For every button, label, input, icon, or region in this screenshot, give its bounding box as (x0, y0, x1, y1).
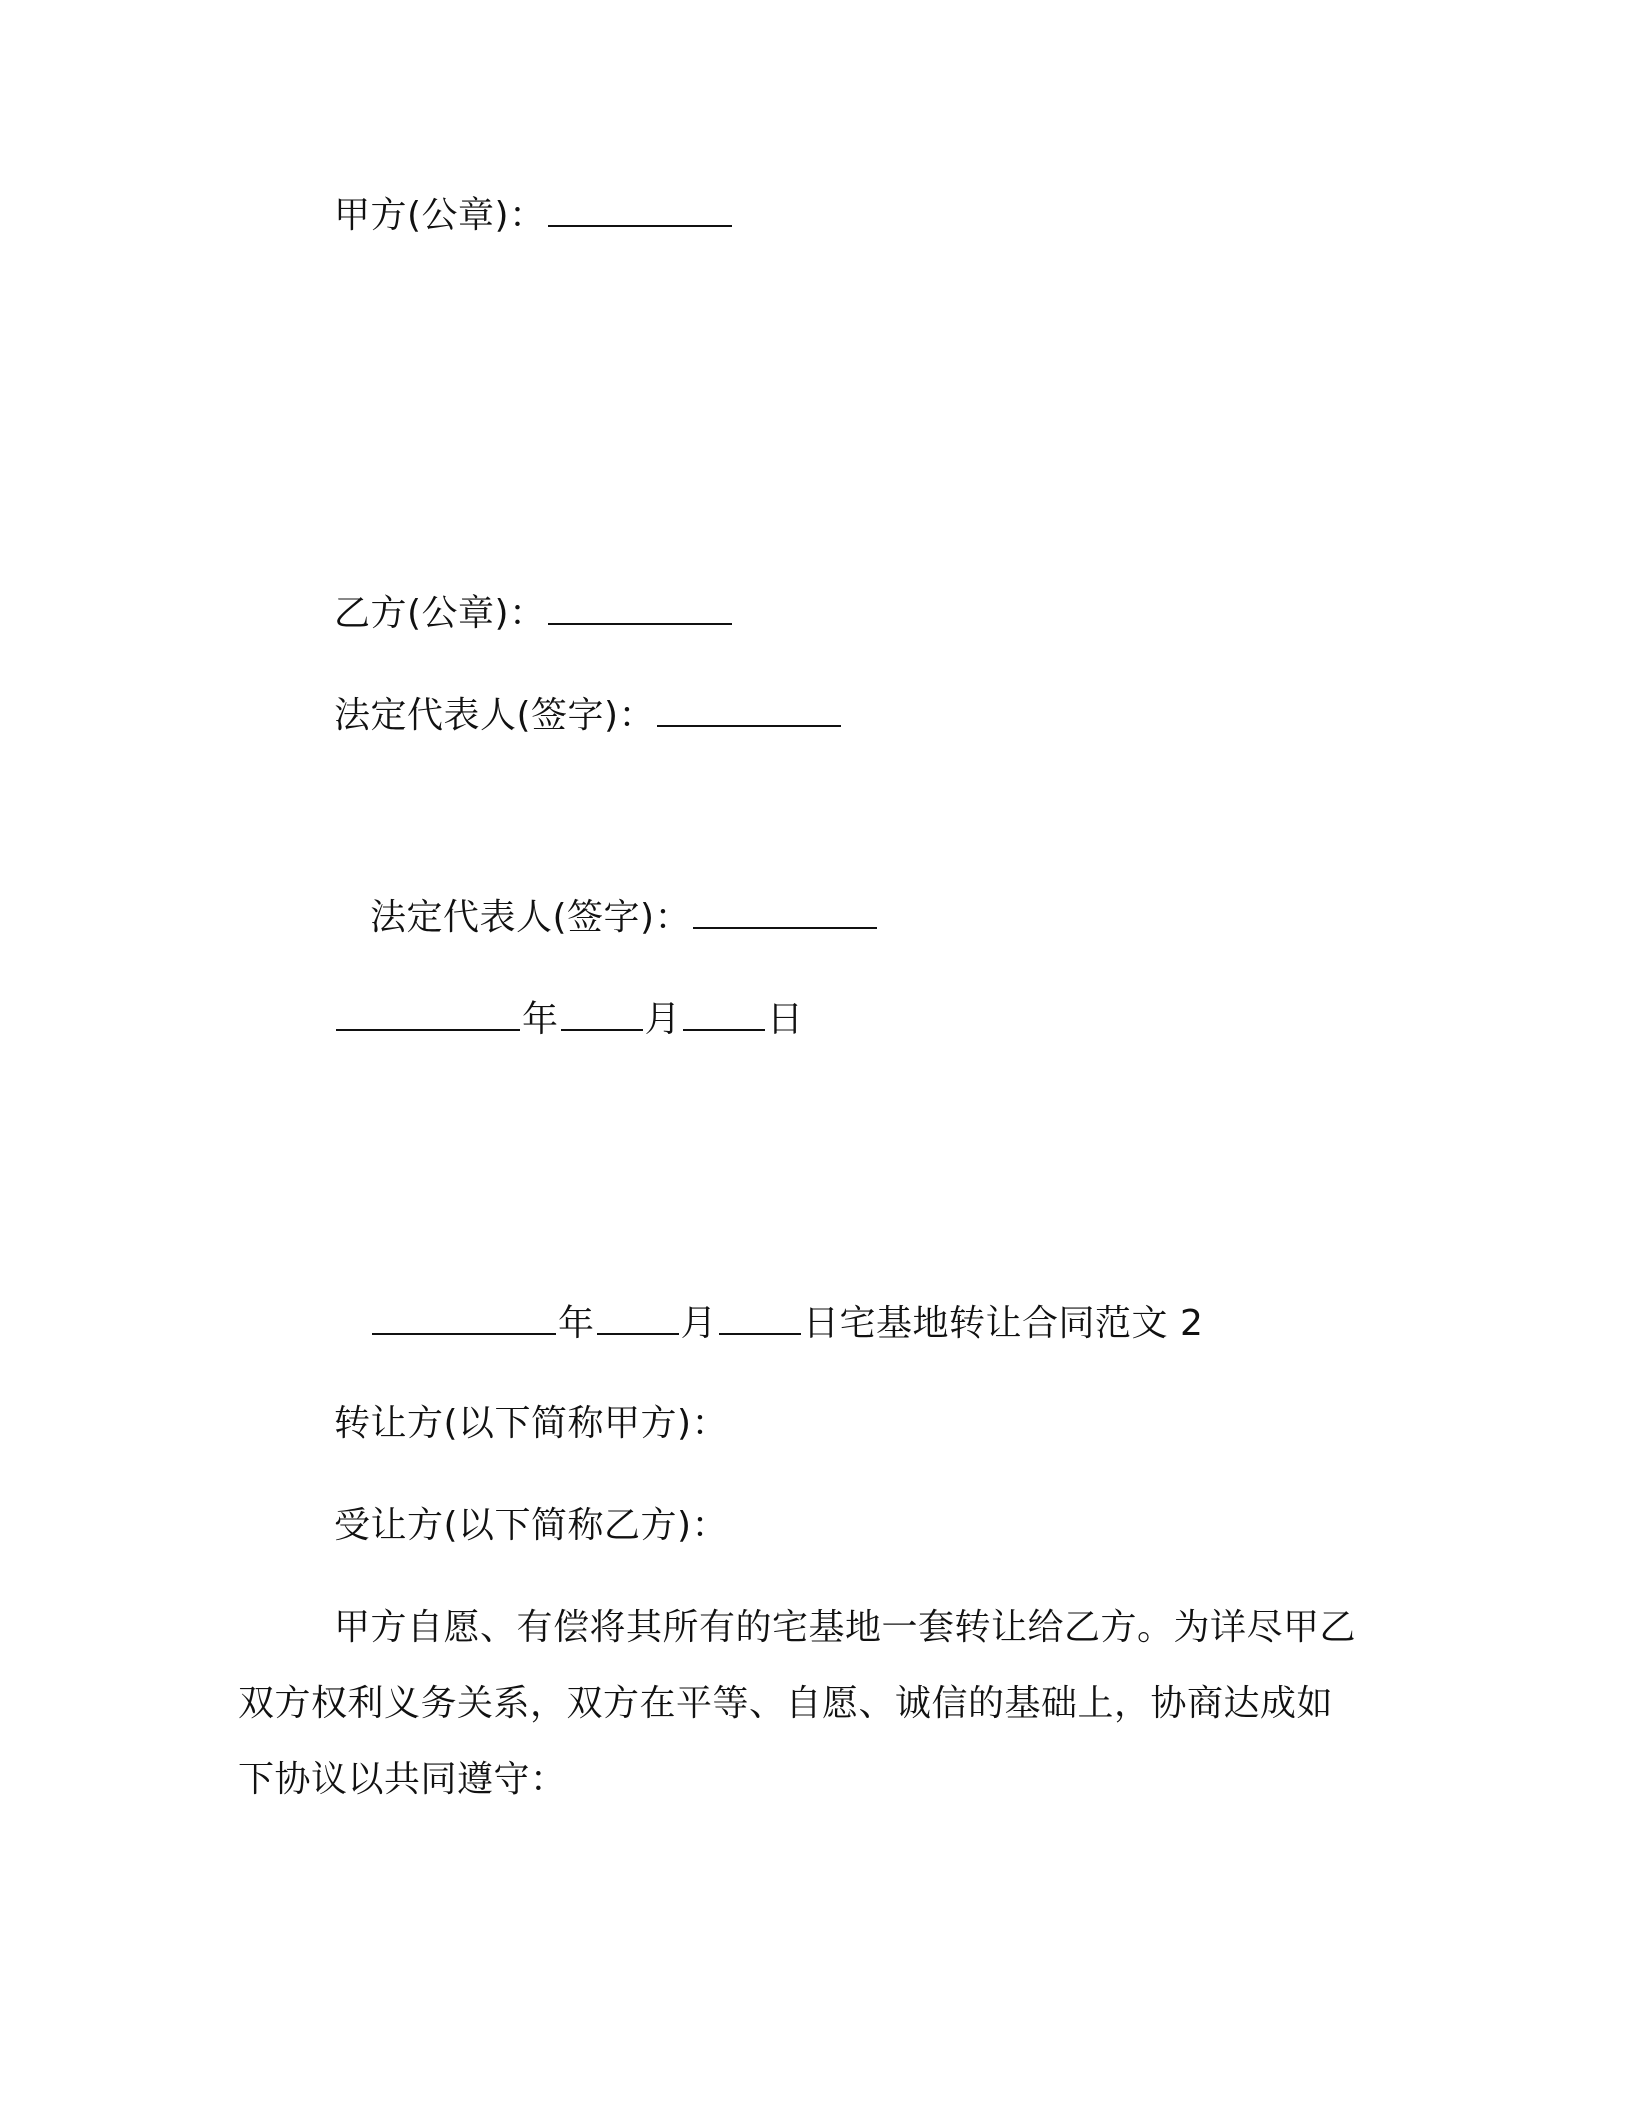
transferee-line (334, 1504, 728, 1548)
date-month-blank (561, 999, 643, 1031)
transferor-label: 转让方(以下简称甲方)： (334, 1403, 729, 1444)
party-b-seal-blank (548, 593, 732, 625)
title-year-blank (372, 1303, 556, 1335)
legal-rep-label-2: 法定代表人(签字)： (370, 897, 692, 938)
date-day-label: 日 (767, 999, 804, 1040)
intro-paragraph-line-2 (238, 1682, 1333, 1726)
date-year-label: 年 (522, 999, 559, 1040)
date-line (334, 998, 804, 1042)
intro-text-3: 下协议以共同遵守： (238, 1759, 567, 1800)
title-month-label: 月 (680, 1303, 718, 1344)
party-b-seal-line (334, 592, 734, 636)
contract2-title-line (370, 1302, 1203, 1346)
title-day-blank (719, 1303, 801, 1335)
date-month-label: 月 (644, 999, 682, 1040)
intro-text-1: 甲方自愿、有偿将其所有的宅基地一套转让给乙方。为详尽甲乙 (334, 1607, 1357, 1648)
contract2-title: 日宅基地转让合同范文 2 (803, 1303, 1204, 1344)
legal-rep-blank-1 (657, 695, 841, 727)
party-b-seal-label: 乙方(公章)： (334, 593, 546, 634)
party-a-seal-blank (548, 195, 732, 227)
legal-rep-line-2 (370, 896, 879, 940)
transferor-line (334, 1402, 728, 1446)
date-year-blank (336, 999, 520, 1031)
legal-rep-label-1: 法定代表人(签字)： (334, 695, 656, 736)
party-a-seal-label: 甲方(公章)： (334, 195, 546, 236)
party-a-seal-line (334, 194, 734, 238)
transferee-label: 受让方(以下简称乙方)： (334, 1505, 729, 1546)
legal-rep-line-1 (334, 694, 843, 738)
intro-paragraph-line-1 (334, 1606, 1356, 1650)
legal-rep-blank-2 (693, 897, 877, 929)
title-year-label: 年 (558, 1303, 595, 1344)
date-day-blank (683, 999, 765, 1031)
title-month-blank (597, 1303, 679, 1335)
intro-paragraph-line-3 (238, 1758, 567, 1802)
intro-text-2: 双方权利义务关系，双方在平等、自愿、诚信的基础上，协商达成如 (238, 1683, 1334, 1724)
